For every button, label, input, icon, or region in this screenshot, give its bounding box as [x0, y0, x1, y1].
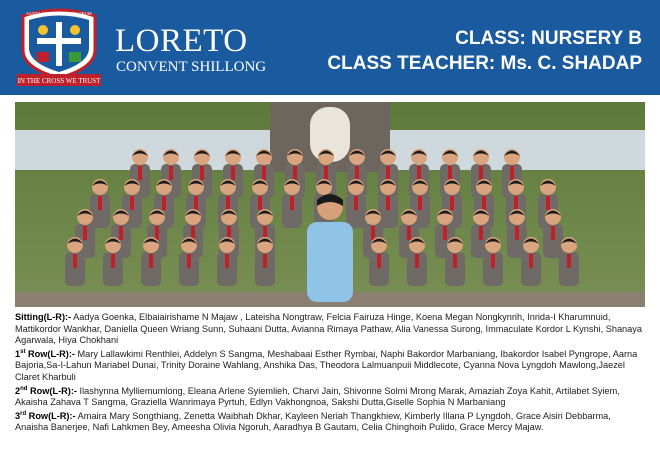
- row-caption: 2nd Row(L-R):- Ilashynna Mylliemumlong, Eleana Arlene Syiemlieh, Charvi Jain, Shivonne Solmi Mrong Marak, Amaziah Zoya Kahit, Artilabet Syiem, Akaisha Zahava T Sangma, Graziella Wanrimaya Pyrtuh, Edlyn Vakhongnoa, Sakshi Dutta,Giselle Sophia N Marbaniang: [15, 385, 620, 408]
- row-caption: 3rd Row(L-R):- Amaira Mary Songthiang, Zenetta Waibhah Dkhar, Kayleen Neriah Thangkhiew, Kimberly Illana P Lyngdoh, Grace Aisiri Debbarma, Anaisha Banerjee, Nafi Lahkmen Bey, Ameesha Olivia Ngoruh, Aaradhya B Gautam, Celia Chinghoih Pulido, Grace Mercy Majaw.: [15, 410, 611, 433]
- row-label: 3: [15, 410, 21, 421]
- row-names: Aadya Goenka, Elbaiairishame N Majaw , Lateisha Nongtraw, Felcia Fairuza Hinge, Koena Megan Nongkynrih, Inrida-I Kharumnuid, Mattikordor Wankhar, Daniella Queen Wriang Sunn, Suhaani Dutta, Avianna Rimaya Pathaw, Alia Vanessa Surong, Immaculate Kordor L Kynshi, Shanaya Agarwala, Hiya Chokhani: [15, 312, 642, 346]
- crest-motto-top: SANTA MEGA NA ANGELORUM: [26, 11, 92, 16]
- class-label: CLASS: NURSERY B: [455, 28, 642, 49]
- row-names: Ilashynna Mylliemumlong, Eleana Arlene Syiemlieh, Charvi Jain, Shivonne Solmi Mrong Marak, Amaziah Zoya Kahit, Artilabet Syiem, Akaisha Zahava T Sangma, Graziella Wanrimaya Pyrtuh, Edlyn Vakhongnoa, Sakshi Dutta,Giselle Sophia N Marbaniang: [15, 385, 620, 408]
- row-label: 2: [15, 385, 21, 396]
- teacher-label: CLASS TEACHER: Ms. C. SHADAP: [327, 53, 642, 74]
- school-crest-logo: [15, 8, 103, 86]
- class-group-photo: [15, 102, 645, 307]
- row-caption: 1st Row(L-R):- Mary Lallawkimi Renthlei, Addelyn S Sangma, Meshabaai Esther Rymbai, Naphi Bakordor Marbaniang, Ibakordor Isabel Pyngrope, Aarna Bajoria,Sa-I-Lahun Mariabel Dunai, Trinity Doraine Wahlang, Anshika Das, Theodora Lalmuanpuii Middlecote, Cyanna Nova Lyngdoh Mawlong,Jaezel Claret Kharbuli: [15, 348, 638, 382]
- row-label: 1: [15, 348, 21, 359]
- row-caption: [15, 312, 645, 347]
- row-names: Amaira Mary Songthiang, Zenetta Waibhah Dkhar, Kayleen Neriah Thangkhiew, Kimberly Illana P Lyngdoh, Grace Aisiri Debbarma, Anaisha Banerjee, Nafi Lahkmen Bey, Ameesha Olivia Ngoruh, Aaradhya B Gautam, Celia Chinghoih Pulido, Grace Mercy Majaw.: [15, 410, 611, 433]
- school-subtitle: CONVENT SHILLONG: [116, 59, 267, 75]
- row-names: Mary Lallawkimi Renthlei, Addelyn S Sangma, Meshabaai Esther Rymbai, Naphi Bakordor Marbaniang, Ibakordor Isabel Pyngrope, Aarna Bajoria,Sa-I-Lahun Mariabel Dunai, Trinity Doraine Wahlang, Anshika Das, Theodora Lalmuanpuii Middlecote, Cyanna Nova Lyngdoh Mawlong,Jaezel Claret Kharbuli: [15, 348, 638, 382]
- school-name: LORETO: [115, 23, 248, 59]
- row-label: Sitting(L-R):-: [15, 312, 72, 322]
- header-banner: [0, 0, 660, 95]
- student-names-list: [15, 312, 645, 436]
- crest-motto-bottom: IN THE CROSS WE TRUST: [17, 77, 101, 85]
